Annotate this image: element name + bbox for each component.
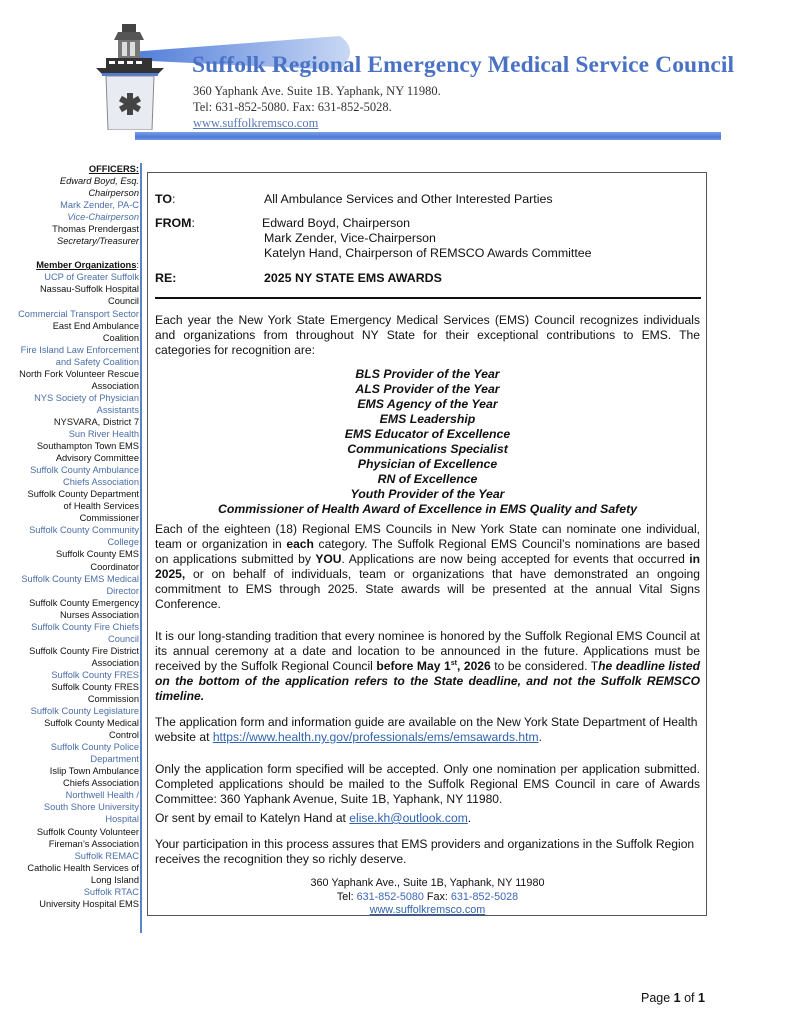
officer-line: Vice-Chairperson bbox=[67, 212, 139, 223]
member-organization-line: Islip Town Ambulance bbox=[49, 766, 139, 777]
memo-footer bbox=[155, 877, 700, 918]
award-category: EMS Agency of the Year bbox=[357, 397, 498, 411]
member-organization-line: Suffolk RTAC bbox=[83, 886, 139, 897]
award-category: Physician of Excellence bbox=[357, 457, 498, 471]
application-info-paragraph: The application form and information guide are available on the New York State Department of Health website at https://www.health.ny.gov/professionals/ems/emsawards.htm. bbox=[155, 715, 698, 744]
member-organization-line: Suffolk County FRES bbox=[51, 669, 139, 680]
member-organization-line: Southampton Town EMS bbox=[36, 441, 139, 452]
member-organization-line: North Fork Volunteer Rescue bbox=[19, 368, 139, 379]
member-organization-line: Council bbox=[107, 633, 139, 644]
officer-line: Secretary/Treasurer bbox=[57, 236, 139, 247]
member-organization-line: Chiefs Association bbox=[63, 778, 139, 789]
members-header: Member Organizations: bbox=[36, 260, 139, 271]
footer-fax: 631-852-5028 bbox=[450, 890, 519, 903]
member-organization-line: Suffolk County FRES bbox=[51, 681, 139, 692]
award-category: Youth Provider of the Year bbox=[350, 487, 505, 501]
officers-list bbox=[0, 175, 139, 247]
footer-website-link[interactable]: www.suffolkremsco.com bbox=[369, 904, 486, 916]
member-organization-line: Fireman’s Association bbox=[48, 838, 139, 849]
award-category: Commissioner of Health Award of Excellence in EMS Quality and Safety bbox=[217, 502, 638, 516]
award-category: Communications Specialist bbox=[347, 442, 508, 456]
member-organization-line: Control bbox=[109, 730, 139, 741]
email-paragraph: Or sent by email to Katelyn Hand at elise.kh@outlook.com. bbox=[155, 811, 472, 825]
member-organization-line: Coalition bbox=[102, 332, 139, 343]
deadline-paragraph: It is our long-standing tradition that every nominee is honored by the Suffolk Regional EMS Council at its annual ceremony at a date and location to be announced in the future. Applications must be received by the Suffolk Regional Council before May 1st, 2026 to be considered. The deadline listed on the bottom of the application refers to the State deadline, and not the Suffolk REMSCO timeline. bbox=[155, 629, 701, 703]
from-label: FROM: bbox=[155, 216, 195, 230]
member-organization-line: South Shore University bbox=[43, 802, 139, 813]
member-organization-line: Chiefs Association bbox=[63, 477, 139, 488]
member-organization-line: Association bbox=[91, 657, 139, 668]
member-organization-line: Suffolk County Ambulance bbox=[30, 465, 139, 476]
member-organization-line: and Safety Coalition bbox=[55, 356, 139, 367]
member-organization-line: Suffolk County Fire District bbox=[29, 645, 139, 656]
submission-paragraph: Only the application form specified will be accepted. Only one nomination per application submitted. Completed applications should be mailed to the Suffolk Regional EMS Council in care of Awards Committee: 360 Yaphank Avenue, Suite 1B, Yaphank, NY 11980. bbox=[155, 762, 700, 806]
lighthouse-star-of-life-icon bbox=[92, 22, 172, 130]
ems-awards-link[interactable]: https://www.health.ny.gov/professionals/ems/emsawards.htm bbox=[212, 730, 539, 744]
letterhead bbox=[92, 22, 735, 134]
member-organization-line: Commission bbox=[87, 694, 139, 705]
member-organization-line: Suffolk County Department bbox=[27, 489, 139, 500]
footer-tel[interactable]: 631-852-5080 bbox=[356, 890, 424, 903]
member-organization-line: Commercial Transport Sector bbox=[18, 308, 139, 319]
officers-header: OFFICERS: bbox=[88, 164, 139, 174]
member-organization-line: Northwell Health / bbox=[65, 790, 139, 801]
award-category: EMS Educator of Excellence bbox=[344, 427, 511, 441]
member-organization-line: Council bbox=[107, 296, 139, 307]
organization-name: Suffolk Regional Emergency Medical Service Council bbox=[192, 52, 735, 78]
memo-header-rule bbox=[155, 297, 701, 299]
award-category: ALS Provider of the Year bbox=[355, 382, 500, 396]
member-organization-line: Suffolk REMAC bbox=[74, 850, 139, 861]
footer-address: 360 Yaphank Ave., Suite 1B, Yaphank, NY 11980 bbox=[310, 877, 545, 889]
award-categories-list bbox=[155, 367, 700, 517]
member-organization-line: Advisory Committee bbox=[55, 453, 139, 464]
officer-line: Chairperson bbox=[88, 188, 139, 199]
member-organization-line: Suffolk County EMS bbox=[55, 549, 139, 560]
member-organization-line: Association bbox=[91, 380, 139, 391]
member-organization-line: Coordinator bbox=[90, 561, 139, 572]
member-organization-line: Nassau-Suffolk Hospital bbox=[39, 284, 139, 295]
member-organization-line: Commissioner bbox=[79, 513, 139, 524]
member-organization-line: East End Ambulance bbox=[52, 320, 139, 331]
member-organization-line: Hospital bbox=[105, 814, 139, 825]
letterhead-website-link[interactable]: www.suffolkremsco.com bbox=[193, 116, 319, 130]
member-organization-line: Fire Island Law Enforcement bbox=[20, 344, 139, 355]
nomination-paragraph: Each of the eighteen (18) Regional EMS Councils in New York State can nominate one individual, team or organization in each category. The Suffolk Regional EMS Council’s nominations are based on applications submitted by YOU. Applications are now being accepted for events that occurred in 2025, or on behalf of individuals, team or organizations that have demonstrated an ongoing commitment to EMS through 2025. State awards will be presented at the annual Vital Signs Conference. bbox=[155, 522, 701, 611]
memo-box bbox=[147, 172, 707, 916]
intro-paragraph: Each year the New York State Emergency Medical Services (EMS) Council recognizes individuals and organizations from throughout NY State for their exceptional contributions to EMS. The categories for recognition are: bbox=[155, 313, 700, 357]
member-organization-line: University Hospital EMS bbox=[39, 898, 139, 909]
member-organization-line: Suffolk County Volunteer bbox=[36, 826, 139, 837]
closing-paragraph: Your participation in this process assures that EMS providers and organizations in the Suffolk Region receives the recognition they so richly deserve. bbox=[155, 837, 695, 866]
member-organization-line: Long Island bbox=[90, 874, 139, 885]
member-organization-line: Suffolk County Community bbox=[29, 525, 139, 536]
officer-line: Thomas Prendergast bbox=[52, 224, 139, 235]
member-organization-line: NYS Society of Physician bbox=[34, 392, 139, 403]
from-value-3: Katelyn Hand, Chairperson of REMSCO Awards Committee bbox=[264, 246, 592, 260]
re-label: RE: bbox=[155, 271, 177, 285]
footer-phones: Tel: 631-852-5080 Fax: 631-852-5028 bbox=[336, 890, 519, 903]
page-number: Page 1 of 1 bbox=[641, 991, 705, 1005]
award-category: RN of Excellence bbox=[377, 472, 478, 486]
member-organization-line: Nurses Association bbox=[59, 609, 139, 620]
sidebar bbox=[0, 163, 139, 910]
member-organization-line: Sun River Health bbox=[68, 428, 139, 439]
from-value-1: Edward Boyd, Chairperson bbox=[262, 216, 411, 230]
letterhead-address: 360 Yaphank Ave. Suite 1B. Yaphank, NY 11980. bbox=[193, 84, 441, 98]
member-organization-line: NYSVARA, District 7 bbox=[53, 416, 139, 427]
officer-line: Edward Boyd, Esq. bbox=[59, 176, 139, 187]
member-organization-line: Suffolk County EMS Medical bbox=[21, 573, 139, 584]
from-value-2: Mark Zender, Vice-Chairperson bbox=[264, 231, 436, 245]
member-organization-line: Suffolk County Medical bbox=[44, 718, 139, 729]
member-organization-line: Suffolk County Fire Chiefs bbox=[31, 621, 139, 632]
email-link[interactable]: elise.kh@outlook.com bbox=[349, 811, 468, 825]
member-organization-line: Assistants bbox=[96, 404, 139, 415]
member-organization-line: Department bbox=[90, 754, 139, 765]
award-category: EMS Leadership bbox=[379, 412, 476, 426]
to-value: All Ambulance Services and Other Interested Parties bbox=[264, 192, 553, 206]
member-organization-line: Catholic Health Services of bbox=[27, 862, 139, 873]
member-organization-line: Director bbox=[106, 585, 139, 596]
award-category: BLS Provider of the Year bbox=[355, 367, 500, 381]
member-organization-line: Suffolk County Emergency bbox=[29, 597, 139, 608]
member-organization-line: Suffolk County Police bbox=[50, 742, 139, 753]
to-label: TO: bbox=[155, 192, 176, 206]
re-value: 2025 NY STATE EMS AWARDS bbox=[264, 271, 442, 285]
member-organization-line: Suffolk County Legislature bbox=[30, 706, 139, 717]
officer-line: Mark Zender, PA-C bbox=[60, 200, 139, 211]
letterhead-phones: Tel: 631-852-5080. Fax: 631-852-5028. bbox=[193, 100, 392, 114]
member-organizations-list bbox=[0, 271, 139, 909]
member-organization-line: College bbox=[107, 537, 139, 548]
sidebar-divider bbox=[140, 163, 142, 933]
member-organization-line: of Health Services bbox=[63, 501, 139, 512]
member-organization-line: UCP of Greater Suffolk bbox=[44, 272, 139, 283]
header-divider bbox=[135, 132, 721, 140]
